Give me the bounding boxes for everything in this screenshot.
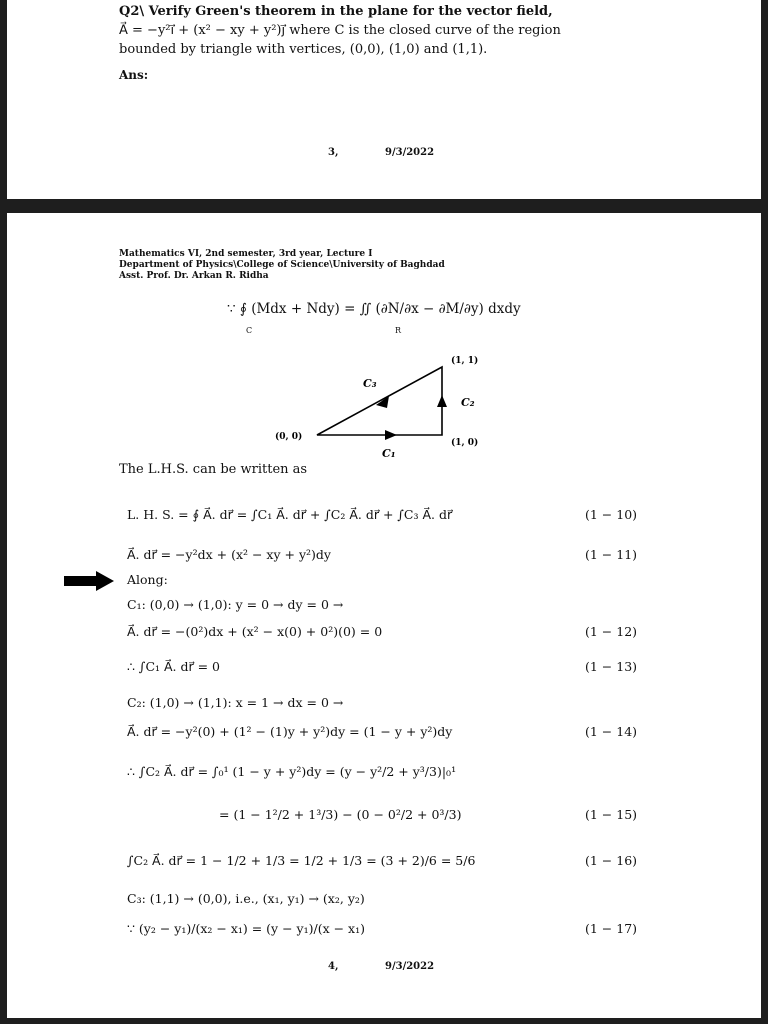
equation-1-14: A⃗. dr⃗ = −y²(0) + (1² − (1)y + y²)dy = (1 − y + y²)dy <box>127 724 453 739</box>
equation-number-1-16: (1 − 16) <box>585 853 638 868</box>
document-page-4 <box>7 213 761 1018</box>
page-date: 9/3/2022 <box>385 961 435 972</box>
equation-number-1-14: (1 − 14) <box>585 724 638 739</box>
equation-1-10: L. H. S. = ∮ A⃗. dr⃗ = ∫C₁ A⃗. dr⃗ + ∫C₂ A⃗. dr⃗ + ∫C₃ A⃗. dr⃗ <box>127 507 453 522</box>
header-author: Asst. Prof. Dr. Arkan R. Ridha <box>119 271 269 281</box>
c1-path-condition: C₁: (0,0) → (1,0): y = 0 → dy = 0 → <box>127 597 344 612</box>
c1-arrow <box>385 430 397 440</box>
question-line-1: Q2\ Verify Green's theorem in the plane for the vector field, <box>119 4 553 19</box>
page-date: 9/3/2022 <box>385 147 435 158</box>
equation-1-11: A⃗. dr⃗ = −y²dx + (x² − xy + y²)dy <box>127 547 331 562</box>
label-c2: C₂ <box>461 396 475 409</box>
equation-number-1-12: (1 − 12) <box>585 624 638 639</box>
equation-number-1-17: (1 − 17) <box>585 921 638 936</box>
c3-path-condition: C₃: (1,1) → (0,0), i.e., (x₁, y₁) → (x₂, y₂) <box>127 891 365 906</box>
equation-1-15: = (1 − 1²/2 + 1³/3) − (0 − 0²/2 + 0³/3) <box>219 807 462 822</box>
triangle-diagram <box>267 353 527 463</box>
equation-number-1-13: (1 − 13) <box>585 659 638 674</box>
pointer-arrow-icon <box>64 571 116 591</box>
along-label: Along: <box>127 572 168 587</box>
equation-1-12: A⃗. dr⃗ = −(0²)dx + (x² − x(0) + 0²)(0) = 0 <box>127 624 383 639</box>
c2-integral: ∴ ∫C₂ A⃗. dr⃗ = ∫₀¹ (1 − y + y²)dy = (y − y²/2 + y³/3)|₀¹ <box>127 764 457 779</box>
equation-1-17: ∵ (y₂ − y₁)/(x₂ − x₁) = (y − y₁)/(x − x₁) <box>127 921 365 936</box>
equation-1-13: ∴ ∫C₁ A⃗. dr⃗ = 0 <box>127 659 220 674</box>
greens-sub-c: C <box>246 326 253 335</box>
page-number: 4, <box>328 961 339 972</box>
label-origin: (0, 0) <box>275 432 303 442</box>
document-page-3 <box>7 0 761 199</box>
question-line-2: A⃗ = −y²ı⃗ + (x² − xy + y²)ȷ⃗ where C is the closed curve of the region <box>119 23 561 38</box>
label-c1: C₁ <box>382 447 396 460</box>
greens-theorem-equation: ∵ ∮ (Mdx + Ndy) = ∬ (∂N/∂x − ∂M/∂y) dxdy <box>227 301 521 317</box>
equation-1-16: ∫C₂ A⃗. dr⃗ = 1 − 1/2 + 1/3 = 1/2 + 1/3 = (3 + 2)/6 = 5/6 <box>127 853 476 868</box>
greens-sub-r: R <box>395 326 402 335</box>
triangle-path <box>317 367 442 435</box>
lhs-intro: The L.H.S. can be written as <box>119 462 308 477</box>
header-department: Department of Physics\College of Science\University of Baghdad <box>119 260 445 270</box>
label-point-11: (1, 1) <box>451 356 479 366</box>
label-c3: C₃ <box>363 377 377 390</box>
answer-label: Ans: <box>119 68 149 82</box>
page-number: 3, <box>328 147 339 158</box>
c2-path-condition: C₂: (1,0) → (1,1): x = 1 → dx = 0 → <box>127 695 344 710</box>
question-line-3: bounded by triangle with vertices, (0,0), (1,0) and (1,1). <box>119 42 488 57</box>
c2-arrow <box>437 395 447 407</box>
equation-number-1-11: (1 − 11) <box>585 547 638 562</box>
equation-number-1-10: (1 − 10) <box>585 507 638 522</box>
header-course: Mathematics VI, 2nd semester, 3rd year, Lecture I <box>119 249 373 259</box>
equation-number-1-15: (1 − 15) <box>585 807 638 822</box>
label-point-10: (1, 0) <box>451 438 479 448</box>
